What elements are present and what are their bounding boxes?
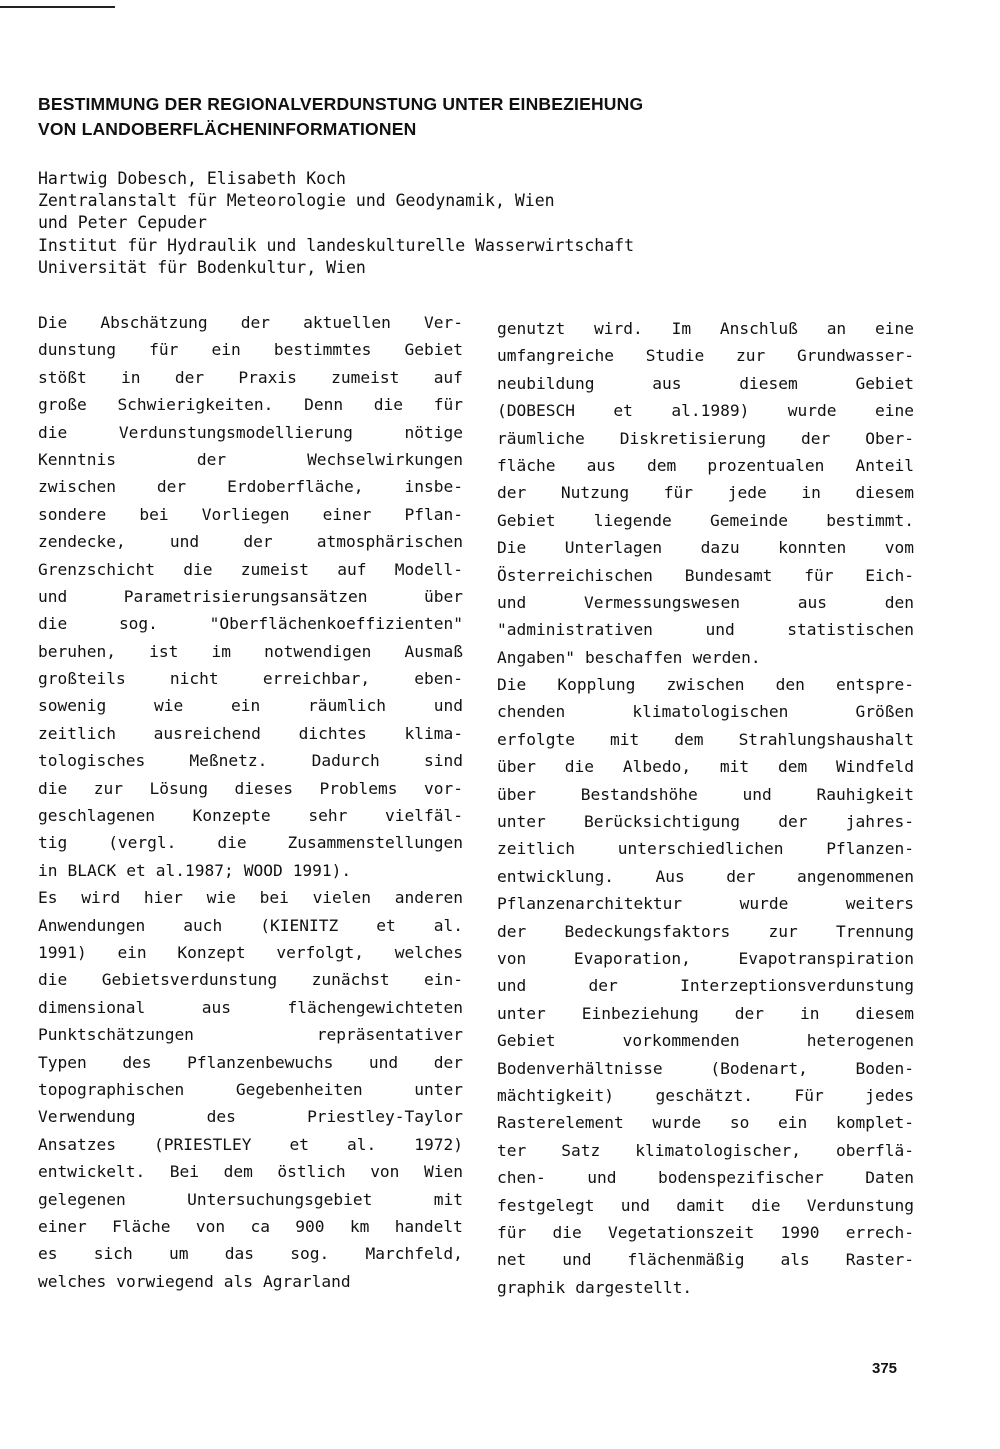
text-line: dimensional aus flächengewichteten	[38, 997, 463, 1017]
text-line: zeitlich unterschiedlichen Pflanzen-	[497, 839, 914, 859]
affiliation-line: Institut für Hydraulik und landeskulturelle Wasserwirtschaft	[38, 235, 635, 255]
text-line: Punktschätzungen repräsentativer	[38, 1025, 463, 1045]
text-line: topographischen Gegebenheiten unter	[38, 1079, 463, 1099]
text-line: über Bestandshöhe und Rauhigkeit	[497, 784, 914, 804]
author-block	[38, 168, 938, 279]
text-line: Anwendungen auch (KIENITZ et al.	[38, 915, 463, 935]
text-line: die sog. "Oberflächenkoeffizienten"	[38, 614, 463, 634]
text-line: zwischen der Erdoberfläche, insbe-	[38, 477, 463, 497]
text-line: festgelegt und damit die Verdunstung	[497, 1195, 914, 1215]
text-line: stößt in der Praxis zumeist auf	[38, 367, 463, 387]
text-line: dunstung für ein bestimmtes Gebiet	[38, 340, 463, 360]
text-line: graphik dargestellt.	[497, 1277, 693, 1297]
text-line: 1991) ein Konzept verfolgt, welches	[38, 942, 463, 962]
text-line: ter Satz klimatologischer, oberflä-	[497, 1140, 914, 1160]
text-line: einer Fläche von ca 900 km handelt	[38, 1216, 463, 1236]
text-line: die Gebietsverdunstung zunächst ein-	[38, 970, 463, 990]
title-line-1: BESTIMMUNG DER REGIONALVERDUNSTUNG UNTER EINBEZIEHUNG	[38, 94, 644, 114]
text-line: Gebiet liegende Gemeinde bestimmt.	[497, 510, 914, 530]
text-line: geschlagenen Konzepte sehr vielfäl-	[38, 806, 463, 826]
text-line: (DOBESCH et al.1989) wurde eine	[497, 401, 914, 421]
text-line: tig (vergl. die Zusammenstellungen	[38, 833, 463, 853]
text-line: unter Einbeziehung der in diesem	[497, 1003, 914, 1023]
text-line: entwickelt. Bei dem östlich von Wien	[38, 1162, 463, 1182]
text-line: der Bedeckungsfaktors zur Trennung	[497, 921, 914, 941]
top-rule	[0, 6, 115, 8]
text-line: und Vermessungswesen aus den	[497, 592, 914, 612]
body-column-left	[38, 309, 463, 1295]
text-line: neubildung aus diesem Gebiet	[497, 373, 914, 393]
author-line: Hartwig Dobesch, Elisabeth Koch	[38, 169, 346, 188]
author-line: und Peter Cepuder	[38, 213, 207, 233]
text-line: über die Albedo, mit dem Windfeld	[497, 757, 914, 777]
text-line: chenden klimatologischen Größen	[497, 702, 914, 722]
affiliation-line: Zentralanstalt für Meteorologie und Geodynamik, Wien	[38, 191, 555, 211]
text-line: Rasterelement wurde so ein komplet-	[497, 1113, 914, 1133]
text-line: net und flächenmäßig als Raster-	[497, 1250, 914, 1270]
affiliation-line: Universität für Bodenkultur, Wien	[38, 257, 366, 277]
text-line: räumliche Diskretisierung der Ober-	[497, 428, 914, 448]
text-line: Ansatzes (PRIESTLEY et al. 1972)	[38, 1134, 463, 1154]
page-number: 375	[872, 1360, 898, 1377]
text-line: Bodenverhältnisse (Bodenart, Boden-	[497, 1058, 914, 1078]
text-line: tologisches Meßnetz. Dadurch sind	[38, 751, 463, 771]
title-line-2: VON LANDOBERFLÄCHENINFORMATIONEN	[38, 119, 417, 139]
text-line: und der Interzeptionsverdunstung	[497, 976, 914, 996]
text-line: der Nutzung für jede in diesem	[497, 483, 914, 503]
text-line: Verwendung des Priestley-Taylor	[38, 1107, 463, 1127]
text-line: welches vorwiegend als Agrarland	[38, 1271, 351, 1291]
article-title	[38, 92, 938, 142]
text-line: "administrativen und statistischen	[497, 620, 914, 640]
text-line: Die Kopplung zwischen den entspre-	[497, 675, 914, 695]
text-line: großteils nicht erreichbar, eben-	[38, 669, 463, 689]
text-line: Angaben" beschaffen werden.	[497, 647, 761, 667]
text-line: beruhen, ist im notwendigen Ausmaß	[38, 641, 463, 661]
text-line: entwicklung. Aus der angenommenen	[497, 866, 914, 886]
text-line: Grenzschicht die zumeist auf Modell-	[38, 559, 463, 579]
text-line: Es wird hier wie bei vielen anderen	[38, 888, 463, 908]
text-line: genutzt wird. Im Anschluß an eine	[497, 319, 914, 338]
text-line: Die Unterlagen dazu konnten vom	[497, 538, 914, 558]
text-line: Gebiet vorkommenden heterogenen	[497, 1031, 914, 1051]
text-line: umfangreiche Studie zur Grundwasser-	[497, 346, 914, 366]
text-line: Die Abschätzung der aktuellen Ver-	[38, 313, 463, 332]
text-line: die Verdunstungsmodellierung nötige	[38, 422, 463, 442]
text-line: von Evaporation, Evapotranspiration	[497, 948, 914, 968]
text-line: gelegenen Untersuchungsgebiet mit	[38, 1189, 463, 1209]
text-line: zeitlich ausreichend dichtes klima-	[38, 723, 463, 743]
body-column-right	[497, 315, 914, 1301]
text-line: sondere bei Vorliegen einer Pflan-	[38, 504, 463, 524]
text-line: in BLACK et al.1987; WOOD 1991).	[38, 860, 352, 880]
text-line: Österreichischen Bundesamt für Eich-	[497, 565, 914, 585]
text-line: unter Berücksichtigung der jahres-	[497, 812, 914, 832]
text-line: und Parametrisierungsansätzen über	[38, 586, 463, 606]
text-line: es sich um das sog. Marchfeld,	[38, 1244, 463, 1264]
text-line: sowenig wie ein räumlich und	[38, 696, 463, 716]
text-line: große Schwierigkeiten. Denn die für	[38, 395, 463, 415]
text-line: Pflanzenarchitektur wurde weiters	[497, 894, 914, 914]
text-line: Typen des Pflanzenbewuchs und der	[38, 1052, 463, 1072]
text-line: die zur Lösung dieses Problems vor-	[38, 778, 463, 798]
text-line: chen- und bodenspezifischer Daten	[497, 1168, 914, 1188]
text-line: für die Vegetationszeit 1990 errech-	[497, 1222, 914, 1242]
text-line: mächtigkeit) geschätzt. Für jedes	[497, 1085, 914, 1105]
text-line: Kenntnis der Wechselwirkungen	[38, 449, 463, 469]
text-line: fläche aus dem prozentualen Anteil	[497, 455, 914, 475]
text-line: zendecke, und der atmosphärischen	[38, 532, 463, 552]
text-line: erfolgte mit dem Strahlungshaushalt	[497, 729, 914, 749]
